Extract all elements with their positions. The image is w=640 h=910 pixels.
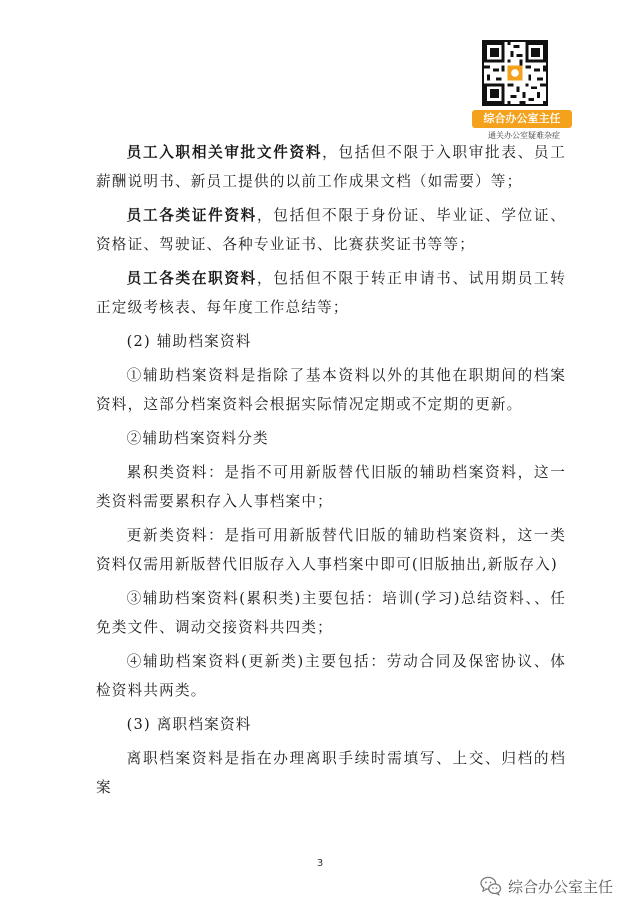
wechat-icon: [480, 876, 502, 896]
section-heading-resignation: (3) 离职档案资料: [126, 716, 252, 733]
paragraph-text: ，包括但不限于转正申请书、试用期员工转正定级考核表、每年度工作总结等；: [96, 270, 566, 316]
logo-title: 综合办公室主任: [472, 110, 572, 128]
paragraph-text: ，包括但不限于入职审批表、员工薪酬说明书、新员工提供的以前工作成果文档（如需要）等；: [96, 144, 566, 190]
body-text: [96, 138, 566, 802]
logo-subtitle: 通关办公室疑难杂症: [488, 131, 560, 140]
paragraph-resignation-docs: 离职档案资料是指在办理离职手续时需填写、上交、归档的档案: [96, 750, 566, 796]
page-number: 3: [316, 858, 324, 869]
paragraph-in-service-docs: [96, 264, 566, 322]
subheading-auxiliary-classification: ②辅助档案资料分类: [126, 430, 269, 447]
paragraph-cumulative-contents: ③辅助档案资料(累积类)主要包括：培训(学习)总结资料、、任免类文件、调动交接资料共四类；: [96, 590, 566, 636]
watermark: [480, 872, 613, 900]
bold-heading: 员工各类证件资料: [126, 207, 257, 224]
paragraph-updatable-contents: ④辅助档案资料(更新类)主要包括：劳动合同及保密协议、体检资料共两类。: [96, 653, 566, 699]
paragraph-text: ，包括但不限于身份证、毕业证、学位证、资格证、驾驶证、各种专业证书、比赛获奖证书等等；: [96, 207, 566, 253]
paragraph-updatable-docs: 更新类资料：是指可用新版替代旧版的辅助档案资料，这一类资料仅需用新版替代旧版存入人事档案中即可(旧版抽出,新版存入): [96, 527, 566, 573]
paragraph-cumulative-docs: 累积类资料：是指不可用新版替代旧版的辅助档案资料，这一类资料需要累积存入人事档案中；: [96, 464, 566, 510]
bold-heading: 员工入职相关审批文件资料: [126, 144, 323, 161]
paragraph-certificates: [96, 201, 566, 259]
qr-code-icon: [482, 40, 548, 106]
section-heading-auxiliary: (2) 辅助档案资料: [126, 333, 252, 350]
paragraph-auxiliary-definition: ①辅助档案资料是指除了基本资料以外的其他在职期间的档案资料，这部分档案资料会根据实际情况定期或不定期的更新。: [96, 367, 566, 413]
bold-heading: 员工各类在职资料: [126, 270, 257, 287]
qr-logo-block: [470, 40, 580, 148]
paragraph-onboarding-docs: [96, 138, 566, 196]
watermark-text: 综合办公室主任: [508, 877, 614, 896]
